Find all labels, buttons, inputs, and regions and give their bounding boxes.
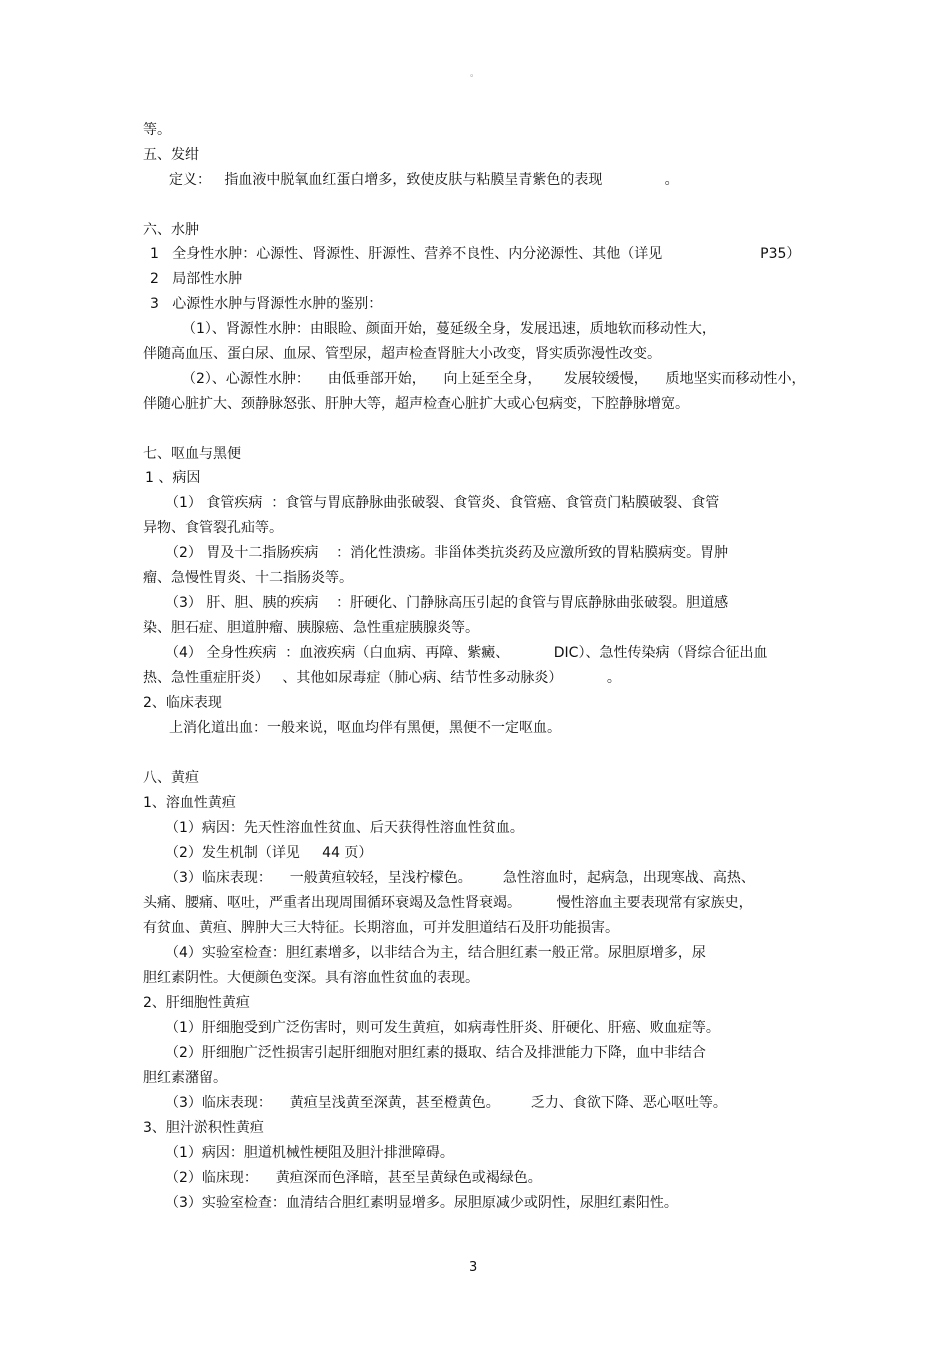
text-line: （2）临床现： 黄疸深而色泽暗，甚至呈黄绿色或褐绿色。 [165,1170,542,1186]
subsection-heading: 2、临床表现 [143,695,222,711]
text-line: 1 全身性水肿：心源性、肾源性、肝源性、营养不良性、内分泌源性、其他（详见 P35） [150,246,801,262]
subsection-heading: 2、肝细胞性黄疸 [143,995,250,1011]
page-top-mark: 。 [470,69,480,79]
text-line: 异物、食管裂孔疝等。 [143,520,283,536]
text-line: （4） 全身性疾病 ：血液疾病（白血病、再障、紫癜、 DIC）、急性传染病（肾综合征出血 [165,645,768,661]
text-line: （4）实验室检查：胆红素增多，以非结合为主，结合胆红素一般正常。尿胆原增多，尿 [165,945,706,961]
text-line: 定义： 指血液中脱氧血红蛋白增多，致使皮肤与粘膜呈青紫色的表现 。 [169,172,679,188]
section-heading: 六、水肿 [143,222,199,238]
section-heading: 七、呕血与黑便 [143,446,241,462]
text-line: 2 局部性水肿 [150,271,243,287]
text-line: （3）临床表现： 一般黄疸较轻，呈浅柠檬色。 急性溶血时，起病急，出现寒战、高热、 [165,870,755,886]
section-heading: 五、发绀 [143,147,199,163]
text-line: 上消化道出血：一般来说，呕血均伴有黑便，黑便不一定呕血。 [169,720,561,736]
text-line: （1） 食管疾病 ：食管与胃底静脉曲张破裂、食管炎、食管癌、食管贲门粘膜破裂、食管 [165,495,720,511]
text-line: （1）病因：先天性溶血性贫血、后天获得性溶血性贫血。 [165,820,524,836]
text-line: （2）肝细胞广泛性损害引起肝细胞对胆红素的摄取、结合及排泄能力下降，血中非结合 [165,1045,706,1061]
text-line: （1）肝细胞受到广泛伤害时，则可发生黄疸，如病毒性肝炎、肝硬化、肝癌、败血症等。 [165,1020,720,1036]
text-line: （2）、心源性水肿： 由低垂部开始， 向上延至全身， 发展较缓慢， 质地坚实而移动性小， [182,371,806,387]
text-line: 3 心源性水肿与肾源性水肿的鉴别： [150,296,383,312]
text-line: 有贫血、黄疸、脾肿大三大特征。长期溶血，可并发胆道结石及肝功能损害。 [143,920,619,936]
subsection-heading: 1、溶血性黄疸 [143,795,236,811]
text-line: （3）临床表现： 黄疸呈浅黄至深黄，甚至橙黄色。 乏力、食欲下降、恶心呕吐等。 [165,1095,727,1111]
text-line: （2） 胃及十二指肠疾病 ：消化性溃疡。非甾体类抗炎药及应激所致的胃粘膜病变。胃肿 [165,545,729,561]
subsection-heading: 1 、病因 [145,470,201,486]
subsection-heading: 3、胆汁淤积性黄疸 [143,1120,264,1136]
text-line: （3） 肝、胆、胰的疾病 ：肝硬化、门静脉高压引起的食管与胃底静脉曲张破裂。胆道感 [165,595,729,611]
text-line: 瘤、急慢性胃炎、十二指肠炎等。 [143,570,353,586]
text-line: （1）、肾源性水肿：由眼睑、颜面开始，蔓延级全身，发展迅速，质地软而移动性大， [182,321,716,337]
page-number: 3 [469,1260,478,1275]
text-line: 等。 [143,122,171,138]
text-line: 染、胆石症、胆道肿瘤、胰腺癌、急性重症胰腺炎等。 [143,620,479,636]
section-heading: 八、黄疸 [143,770,199,786]
text-line: 伴随高血压、蛋白尿、血尿、管型尿，超声检查肾脏大小改变，肾实质弥漫性改变。 [143,346,661,362]
text-line: （2）发生机制（详见 44 页） [165,845,373,861]
text-line: 头痛、腰痛、呕吐，严重者出现周围循环衰竭及急性肾衰竭。 慢性溶血主要表现常有家族史， [143,895,753,911]
text-line: （1）病因：胆道机械性梗阻及胆汁排泄障碍。 [165,1145,454,1161]
text-line: 伴随心脏扩大、颈静脉怒张、肝肿大等，超声检查心脏扩大或心包病变，下腔静脉增宽。 [143,396,689,412]
text-line: 胆红素潴留。 [143,1070,227,1086]
text-line: （3）实验室检查：血清结合胆红素明显增多。尿胆原减少或阴性，尿胆红素阳性。 [165,1195,678,1211]
text-line: 胆红素阴性。大便颜色变深。具有溶血性贫血的表现。 [143,970,479,986]
text-line: 热、急性重症肝炎） 、其他如尿毒症（肺心病、结节性多动脉炎） 。 [143,670,621,686]
